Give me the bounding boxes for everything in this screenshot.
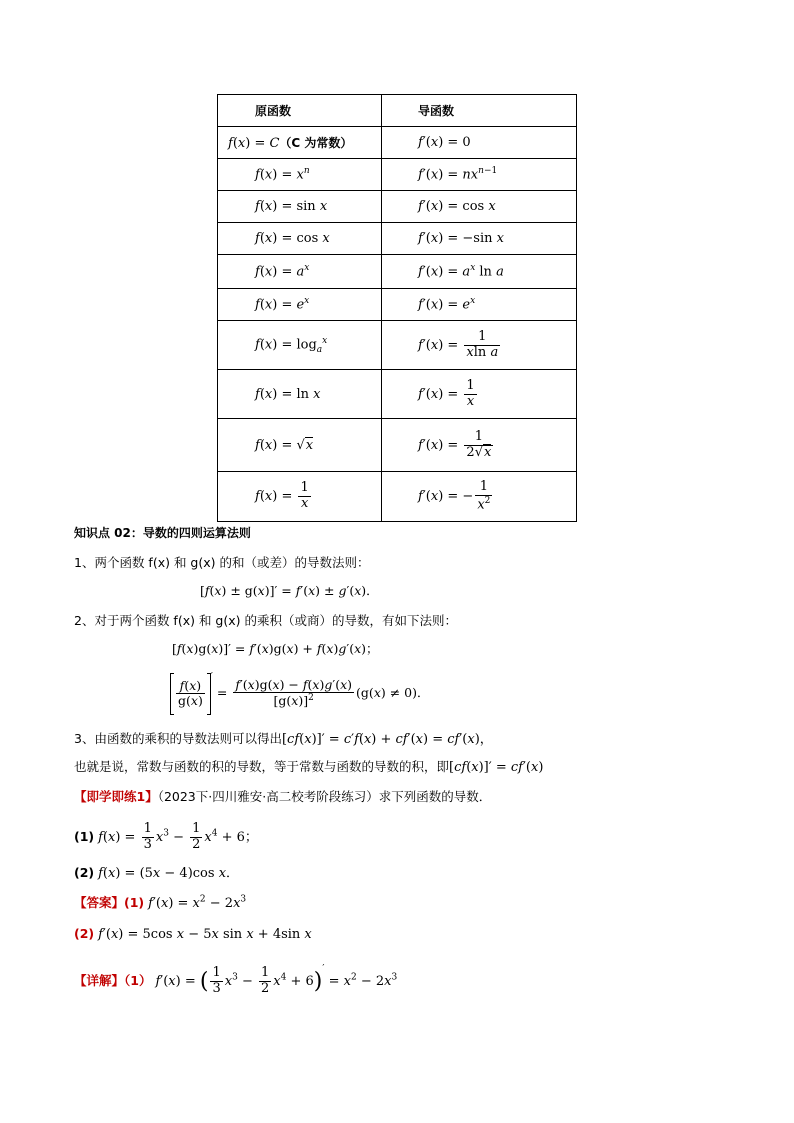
sum-rule-formula: [f(x) ± g(x)]′ = f′(x) ± g′(x)． [200, 583, 379, 598]
table-cell: f′(x) = $\frac{1}{x}$ [382, 370, 577, 419]
exercise-label: 【即学即练1】 [74, 789, 158, 804]
quotient-rule-formula: $\frac{f(x)}{g(x)}$ ′ = $\frac{f'(x)g(x) - f(x)g'(x)}{[g(x)]^2}$ (g(x) ≠ 0)． [170, 672, 430, 715]
table-cell: f′(x) = cos x [382, 191, 577, 223]
table-cell: f(x) = cos x [218, 223, 382, 255]
product-rule-formula: [f(x)g(x)]′ = f′(x)g(x) + f(x)g′(x)； [172, 641, 379, 656]
table-cell: $f'(x) = a^x$ ln a [382, 255, 577, 289]
table-row [218, 95, 577, 127]
section-title: 知识点 02：导数的四则运算法则 [74, 526, 251, 540]
constant-note: （C 为常数） [279, 136, 353, 150]
rule-1-text: 1、两个函数 f(x) 和 g(x) 的和（或差）的导数法则： [74, 555, 370, 570]
table-cell: f′(x) = $\frac{1}{2√x}$ [382, 419, 577, 472]
answer-2: (2) f′(x) = 5cos x − 5x sin x + 4sin x [74, 926, 312, 942]
table-row [218, 127, 577, 159]
table-cell: f(x) = C（C 为常数） [218, 127, 382, 159]
table-header-derivative: 导函数 [382, 95, 577, 127]
exercise-heading [74, 787, 491, 805]
rule-3b-text: 也就是说，常数与函数的积的导数，等于常数与函数的导数的积，即 [74, 759, 450, 774]
detail-1: 【详解】（1） f′(x) = ( $\frac{1}{3}$ $x^3$ − $\frac{1}{2}$ $x^4 + 6)' = x^2 - 2x^3$ [74, 964, 398, 996]
question-1: (1) f(x) = $\frac{1}{3}$ $x^3$ − $\frac{1}{2}$ $x^4 + 6$； [74, 821, 258, 852]
table-row [218, 289, 577, 321]
detail-label: 【详解】 [74, 973, 125, 988]
table-header-original: 原函数 [218, 95, 382, 127]
table-cell: f(x) = √x [218, 419, 382, 472]
table-row [218, 321, 577, 370]
answer-2-number: (2) [74, 926, 95, 941]
rule-2-text: 2、对于两个函数 f(x) 和 g(x) 的乘积（或商）的导数，有如下法则： [74, 613, 457, 628]
table-cell: f(x) = ln x [218, 370, 382, 419]
answer-1-number: (1) [124, 895, 145, 910]
table-cell: $f(x) = \log_a^x$ [218, 321, 382, 370]
table-cell: f′(x) = − $\frac{1}{x^2}$ [382, 472, 577, 522]
table-row [218, 472, 577, 522]
table-row [218, 255, 577, 289]
answer-label: 【答案】 [74, 895, 125, 910]
derivative-table [217, 94, 577, 522]
table-cell: $f'(x) = e^x$ [382, 289, 577, 321]
question-1-number: (1) [74, 828, 95, 844]
rule-3-line: 3、由函数的乘积的导数法则可以得出[cf(x)]′ = c′f(x) + cf′(x) = cf′(x)， [74, 731, 493, 747]
rule-3-text: 3、由函数的乘积的导数法则可以得出 [74, 731, 282, 746]
table-cell: $f(x) = a^x$ [218, 255, 382, 289]
table-cell: f′(x) = 0 [382, 127, 577, 159]
detail-number: （1） [124, 973, 152, 988]
question-2: (2) f(x) = (5x − 4)cos x． [74, 865, 240, 881]
table-cell: $f'(x) = nx^{n-1}$ [382, 159, 577, 191]
table-row [218, 370, 577, 419]
table-cell: $f(x) = x^n$ [218, 159, 382, 191]
answer-1: 【答案】(1) $f'(x) = x^2 - 2x^3$ [74, 894, 247, 911]
table-cell: f′(x) = −sin x [382, 223, 577, 255]
table-row [218, 419, 577, 472]
exercise-source: （2023下·四川雅安·高二校考阶段练习）求下列函数的导数． [157, 789, 492, 804]
table-cell: f(x) = $\frac{1}{x}$ [218, 472, 382, 522]
question-2-number: (2) [74, 865, 95, 880]
table-cell: f(x) = sin x [218, 191, 382, 223]
table-row [218, 159, 577, 191]
rule-3b-line: 也就是说，常数与函数的积的导数，等于常数与函数的导数的积，即[cf(x)]′ = cf′(x) [74, 759, 544, 775]
table-cell: f′(x) = $\frac{1}{\text{xln a}}$ [382, 321, 577, 370]
table-row [218, 191, 577, 223]
table-row [218, 223, 577, 255]
table-cell: $f(x) = e^x$ [218, 289, 382, 321]
